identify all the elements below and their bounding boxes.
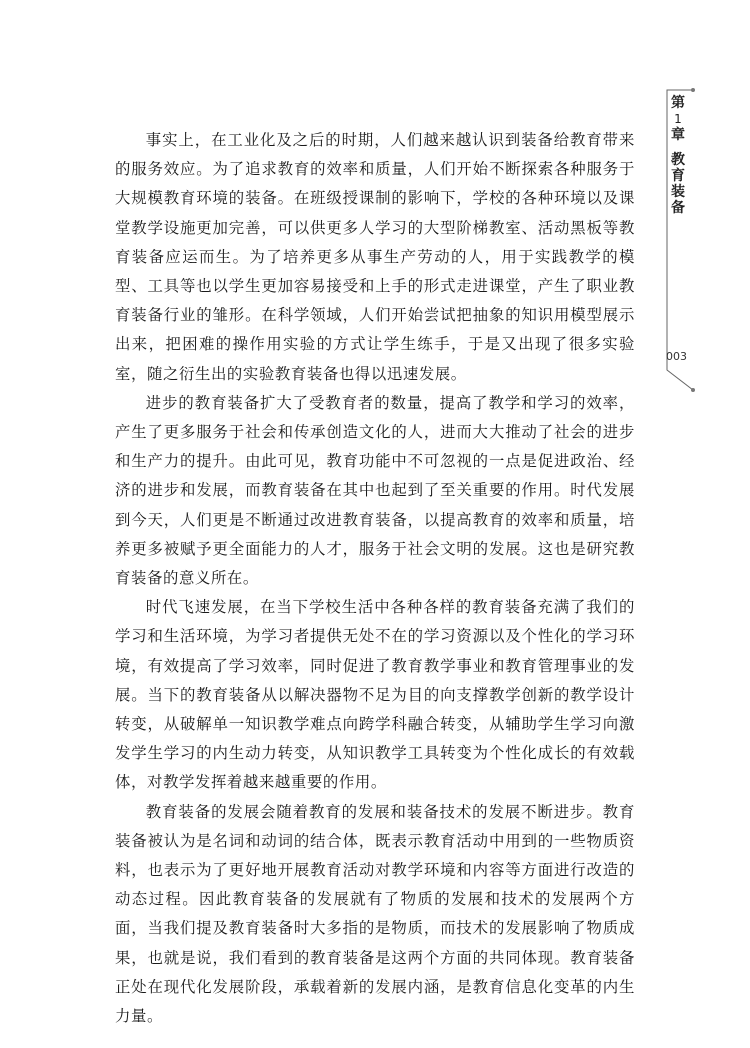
paragraph: 时代飞速发展，在当下学校生活中各种各样的教育装备充满了我们的学习和生活环境，为学习者提供无处不在的学习资源以及个性化的学习环境，有效提高了学习效率，同时促进了教育教学事业和教育管理事业的发展。当下的教育装备从以解决器物不足为目的向支撑教学创新的教学设计转变，从破解单一知识教学难点向跨学科融合转变，从辅助学生学习向激发学生学习的内生动力转变，从知识教学工具转变为个性化成长的有效载体，对教学发挥着越来越重要的作用。 — [115, 598, 635, 792]
paragraph: 事实上，在工业化及之后的时期，人们越来越认识到装备给教育带来的服务效应。为了追求教育的效率和质量，人们开始不断探索各种服务于大规模教育环境的装备。在班级授课制的影响下，学校的各种环境以及课堂教学设施更加完善，可以供更多人学习的大型阶梯教室、活动黑板等教育装备应运而生。为了培养更多从事生产劳动的人，用于实践教学的模型、工具等也以学生更加容易接受和上手的形式走进课堂，产生了职业教育装备行业的雏形。在科学领域，人们开始尝试把抽象的知识用模型展示出来，把困难的操作用实验的方式让学生练手，于是又出现了很多实验室，随之衍生出的实验教育装备也得以迅速发展。 — [115, 131, 635, 383]
chapter-prefix: 第 — [671, 95, 685, 111]
chapter-suffix: 章 — [671, 127, 685, 143]
paragraph: 教育装备的发展会随着教育的发展和装备技术的发展不断进步。教育装备被认为是名词和动词的结合体，既表示教育活动中用到的一些物质资料，也表示为了更好地开展教育活动对教学环境和内容等方面进行改造的动态过程。因此教育装备的发展就有了物质的发展和技术的发展两个方面，当我们提及教育装备时大多指的是物质，而技术的发展影响了物质成果，也就是说，我们看到的教育装备是这两个方面的共同体现。教育装备正处在现代化发展阶段，承载着新的发展内涵，是教育信息化变革的内生力量。 — [115, 802, 635, 1026]
paragraph: 进步的教育装备扩大了受教育者的数量，提高了教学和学习的效率，产生了更多服务于社会和传承创造文化的人，进而大大推动了社会的进步和生产力的提升。由此可见，教育功能中不可忽视的一点是促进政治、经济的进步和发展，而教育装备在其中也起到了至关重要的作用。时代发展到今天，人们更是不断通过改进教育装备，以提高教育的效率和质量，培养更多被赋予更全面能力的人才，服务于社会文明的发展。这也是研究教育装备的意义所在。 — [115, 393, 635, 588]
chapter-label — [670, 95, 686, 143]
chapter-title: 教育装备 — [671, 152, 685, 216]
body-text — [115, 126, 635, 1031]
page-number: 003 — [666, 350, 687, 363]
chapter-number: 1 — [674, 112, 682, 126]
